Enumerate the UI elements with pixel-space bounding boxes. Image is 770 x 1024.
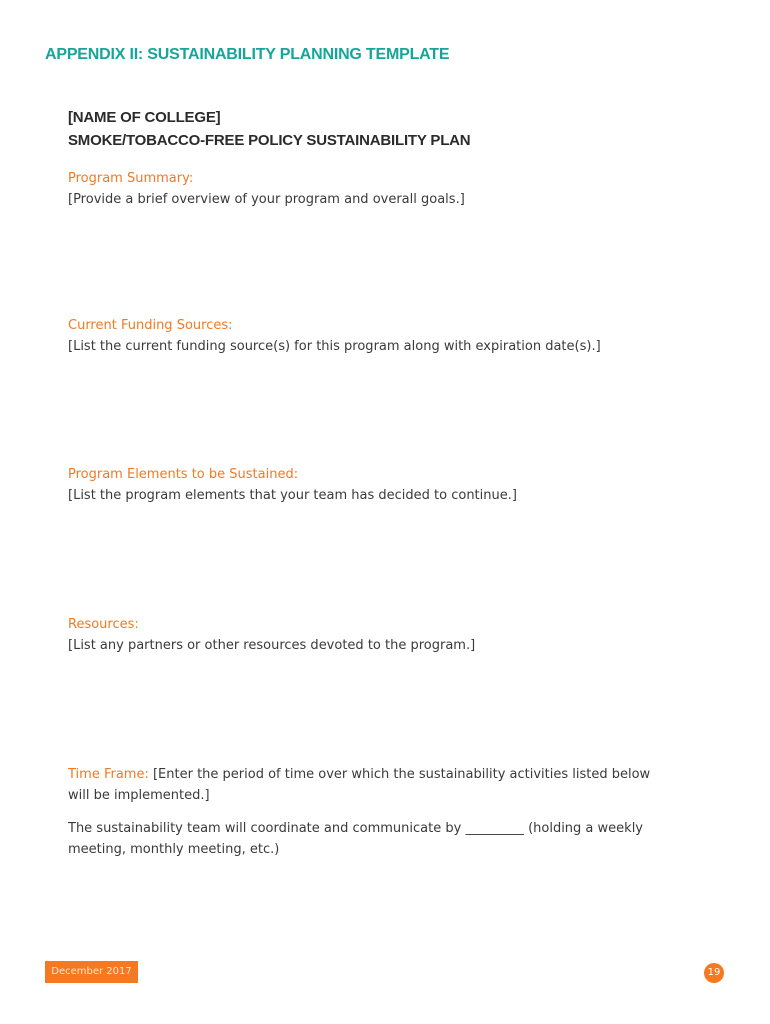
program-elements-text: [List the program elements that your team has decided to continue.] bbox=[68, 488, 517, 503]
program-summary-text: [Provide a brief overview of your program and overall goals.] bbox=[68, 192, 465, 207]
program-summary-label: Program Summary: bbox=[68, 171, 194, 186]
time-frame-label: Time Frame: bbox=[68, 767, 149, 782]
page-number-badge: 19 bbox=[704, 963, 724, 983]
team-communication-note: The sustainability team will coordinate and communicate by _________ (holding a weekly meeting, monthly meeting, etc.) bbox=[68, 821, 643, 857]
program-elements-section bbox=[68, 464, 668, 506]
footer-date-badge: December 2017 bbox=[45, 961, 138, 983]
time-frame-paragraph bbox=[68, 764, 668, 806]
appendix-title: APPENDIX II: SUSTAINABILITY PLANNING TEMPLATE bbox=[45, 46, 450, 63]
time-frame-text: [Enter the period of time over which the sustainability activities listed below will be implemented.] bbox=[68, 767, 651, 803]
funding-sources-section bbox=[68, 315, 668, 357]
plan-title: SMOKE/TOBACCO-FREE POLICY SUSTAINABILITY PLAN bbox=[68, 132, 471, 149]
funding-sources-label: Current Funding Sources: bbox=[68, 318, 233, 333]
document-header bbox=[68, 106, 470, 152]
college-name-placeholder: [NAME OF COLLEGE] bbox=[68, 109, 221, 126]
program-summary-section bbox=[68, 168, 668, 210]
resources-label: Resources: bbox=[68, 617, 139, 632]
program-elements-label: Program Elements to be Sustained: bbox=[68, 467, 299, 482]
funding-sources-text: [List the current funding source(s) for this program along with expiration date(s).] bbox=[68, 339, 601, 354]
resources-text: [List any partners or other resources devoted to the program.] bbox=[68, 638, 476, 653]
resources-section bbox=[68, 614, 668, 656]
time-frame-section bbox=[68, 764, 668, 872]
